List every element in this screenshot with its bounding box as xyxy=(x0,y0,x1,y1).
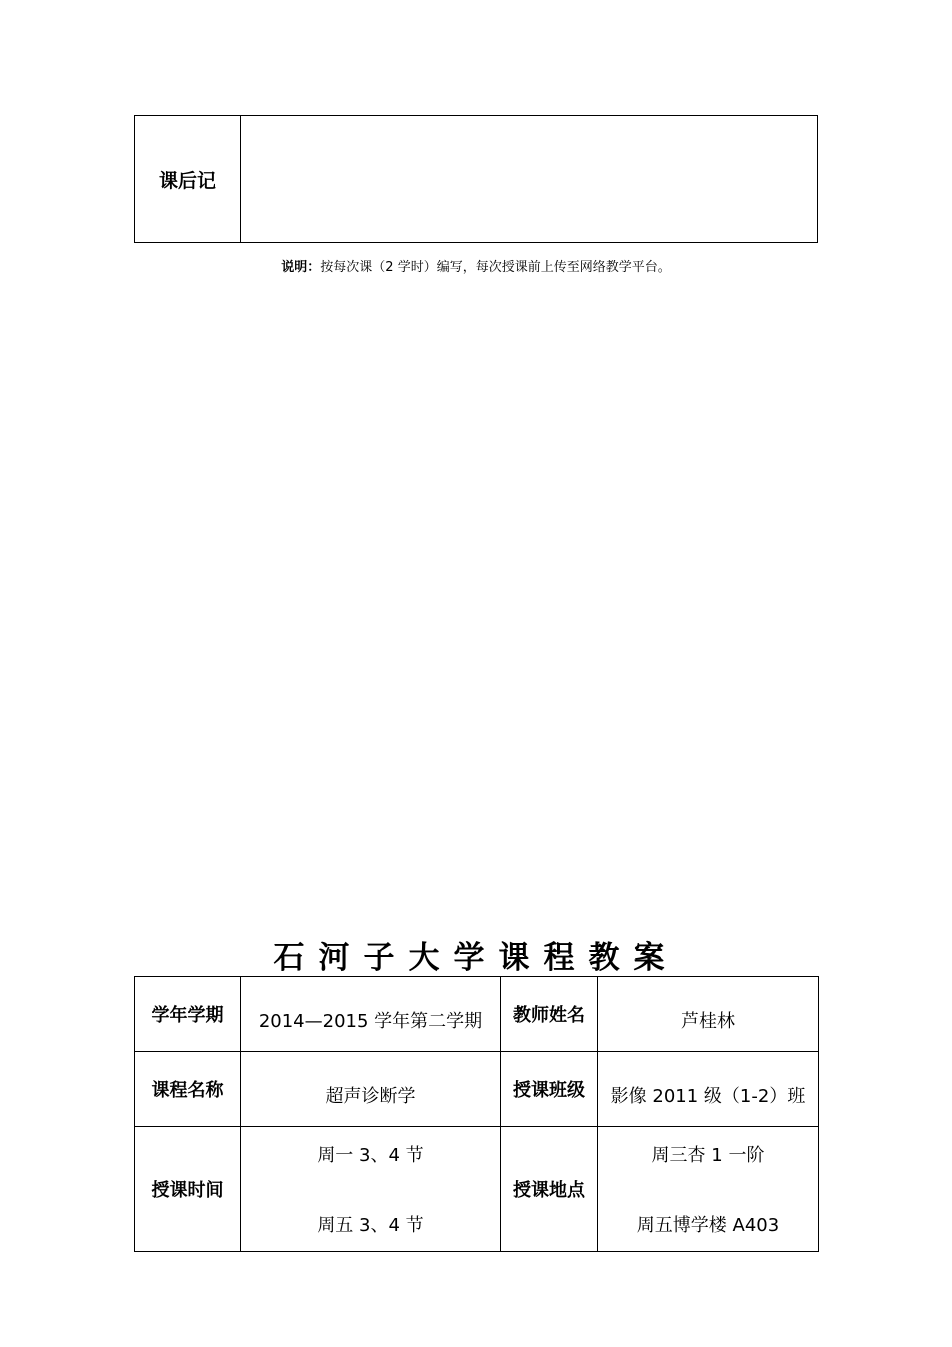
note-text: 按每次课（2 学时）编写，每次授课前上传至网络教学平台。 xyxy=(320,260,671,275)
place-value-1: 周三杏 1 一阶 xyxy=(651,1145,765,1166)
place-value-2: 周五博学楼 A403 xyxy=(636,1215,780,1236)
note-prefix: 说明： xyxy=(281,260,321,275)
after-class-notes-table xyxy=(134,115,818,243)
table-row xyxy=(135,1127,819,1252)
table-row xyxy=(135,1052,819,1127)
after-class-content xyxy=(241,116,818,243)
teacher-value: 芦桂林 xyxy=(598,977,819,1052)
time-value-2: 周五 3、4 节 xyxy=(317,1215,424,1236)
lesson-plan-info-table xyxy=(134,976,819,1252)
semester-label: 学年学期 xyxy=(135,977,241,1052)
table-row xyxy=(135,977,819,1052)
course-label: 课程名称 xyxy=(135,1052,241,1127)
place-label: 授课地点 xyxy=(501,1127,598,1252)
instruction-note xyxy=(0,256,952,275)
semester-value: 2014—2015 学年第二学期 xyxy=(241,977,501,1052)
place-value-cell xyxy=(598,1127,819,1252)
course-value: 超声诊断学 xyxy=(241,1052,501,1127)
class-label: 授课班级 xyxy=(501,1052,598,1127)
time-label: 授课时间 xyxy=(135,1127,241,1252)
class-value: 影像 2011 级（1-2）班 xyxy=(598,1052,819,1127)
lesson-plan-title: 石河子大学课程教案 xyxy=(273,940,679,976)
teacher-label: 教师姓名 xyxy=(501,977,598,1052)
time-value-cell xyxy=(241,1127,501,1252)
time-value-1: 周一 3、4 节 xyxy=(317,1145,424,1166)
after-class-label: 课后记 xyxy=(135,116,241,243)
